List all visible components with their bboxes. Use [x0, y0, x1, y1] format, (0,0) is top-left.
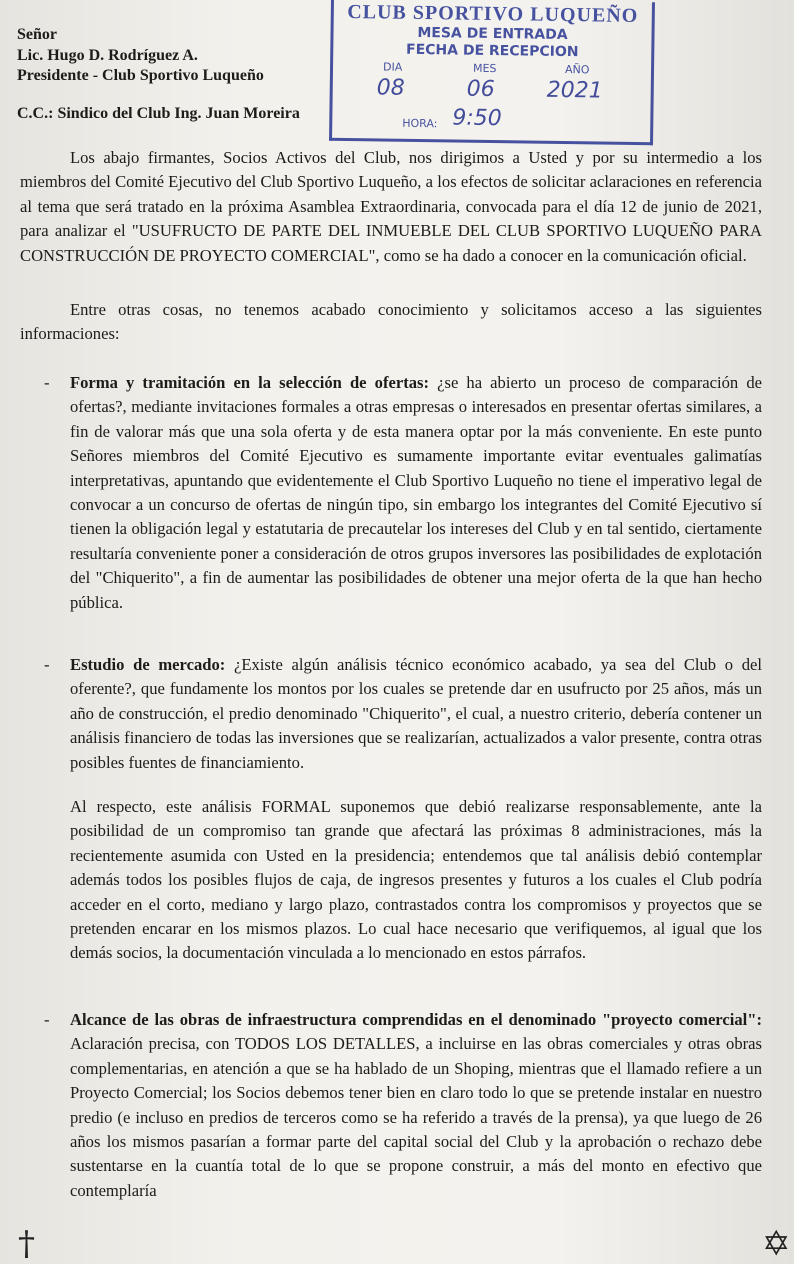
signature-right: ✡	[762, 1224, 791, 1264]
reception-stamp	[329, 0, 655, 145]
stamp-anio-value: 2021	[546, 77, 603, 104]
request-paragraph: Entre otras cosas, no tenemos acabado conocimiento y solicitamos acceso a las siguientes informaciones:	[20, 300, 762, 344]
addressee-block	[17, 25, 264, 87]
addressee-name: Lic. Hugo D. Rodríguez A.	[17, 46, 198, 64]
bullet-infrastructure	[44, 1008, 762, 1203]
stamp-title: CLUB SPORTIVO LUQUEÑO	[347, 0, 639, 28]
analysis-paragraph: Al respecto, este análisis FORMAL suponemos que debió realizarse responsablemente, ante la posibilidad de un compromiso tan grande que afectará las próximas 8 administraciones, más la recientemente asumida con Usted en la presidencia; entendemos que tal análisis debió contemplar además todos los posibles flujos de caja, de ingresos presentes y futuros a los cuales el Club podría acceder en el corto, mediano y largo plazo, contrastados contra los compromisos y proyectos que se pretenden encarar en los mismos plazos. Lo cual hace necesario que verifiquemos, al igual que los demás socios, la documentación vinculada a lo mencionado en estos párrafos.	[70, 797, 762, 963]
salutation: Señor	[17, 26, 57, 43]
stamp-hora-value: 9:50	[452, 105, 502, 132]
bullet-text: Aclaración precisa, con TODOS LOS DETALLES, a incluirse en las obras comerciales y otras obras complementarias, en atención a que se ha hablado de un Shoping, mientras que el llamado refiere a un Proyecto Comercial; los Socios debemos tener bien en claro todo lo que se pretende instalar en nuestro predio (e incluso en predios de terceros como se ha referido a través de la prensa), ya que luego de 26 años los mismos pasarían a formar parte del capital social del Club y la aprobación o rechazo debe sustentarse en la cuantía total de lo que se propone construir, a más del monto en efectivo que contemplaría	[70, 1034, 762, 1200]
intro-paragraph: Los abajo firmantes, Socios Activos del Club, nos dirigimos a Usted y por su intermedio a los miembros del Comité Ejecutivo del Club Sportivo Luqueño, a los efectos de solicitar aclaraciones en referencia al tema que será tratado en la próxima Asamblea Extraordinaria, convocada para el día 12 de junio de 2021, para analizar el "USUFRUCTO DE PARTE DEL INMUEBLE DEL CLUB SPORTIVO LUQUEÑO PARA CONSTRUCCIÓN DE PROYECTO COMERCIAL", como se ha dado a conocer en la comunicación oficial.	[20, 148, 762, 265]
bullet-market-study	[44, 653, 763, 775]
stamp-anio-label: AÑO	[564, 63, 590, 77]
stamp-hora-label: HORA:	[402, 116, 438, 131]
bullet-offers	[44, 371, 762, 615]
addressee-title: Presidente - Club Sportivo Luqueño	[17, 67, 264, 84]
stamp-line2: MESA DE ENTRADA	[417, 24, 568, 44]
bullet-text: ¿Existe algún análisis técnico económico acabado, ya sea del Club o del oferente?, que fundamente los montos por los cuales se pretende dar en usufructo por 25 años, más un año de construcción, el predio denominado "Chiquerito", el cual, a nuestro criterio, debería contener un análisis financiero de todas las inversiones que se realizarían, actualizados a valor presente, contra otras posibles fuentes de financiamiento.	[70, 655, 763, 772]
bullet-dash: -	[44, 1010, 50, 1029]
bullet-title: Forma y tramitación en la selección de ofertas:	[70, 373, 430, 392]
stamp-mes-value: 06	[466, 76, 495, 103]
stamp-dia-value: 08	[376, 75, 405, 101]
bullet-title: Alcance de las obras de infraestructura comprendidas en el denominado "proyecto comercial":	[70, 1010, 762, 1029]
signature-left: †	[18, 1224, 35, 1264]
bullet-dash: -	[44, 373, 50, 392]
stamp-line3: FECHA DE RECEPCION	[405, 41, 579, 61]
bullet-text: ¿se ha abierto un proceso de comparación de ofertas?, mediante invitaciones formales a otras empresas o interesados en presentar ofertas similares, a fin de valorar más que una sola oferta y de esta manera optar por la más conveniente. En este punto Señores miembros del Comité Ejecutivo es sumamente importante evitar eventuales galimatías interpretativas, apuntando que evidentemente el Club Sportivo Luqueño no tiene el imperativo legal de convocar a un concurso de ofertas de ningún tipo, sin embargo los integrantes del Comité Ejecutivo sí tienen la obligación legal y estatutaria de precautelar los intereses del Club y en tal sentido, ciertamente resultaría conveniente poner a consideración de otros grupos inversores las posibilidades de explotación del "Chiquerito", a fin de aumentar las posibilidades de obtener una mejor oferta de la que han hecho pública.	[70, 373, 762, 612]
bullet-dash: -	[44, 655, 50, 674]
stamp-dia-label: DIA	[382, 60, 403, 74]
stamp-mes-label: MES	[472, 61, 497, 76]
bullet-title: Estudio de mercado:	[70, 655, 226, 674]
cc-line: C.C.: Sindico del Club Ing. Juan Moreira	[17, 105, 300, 122]
